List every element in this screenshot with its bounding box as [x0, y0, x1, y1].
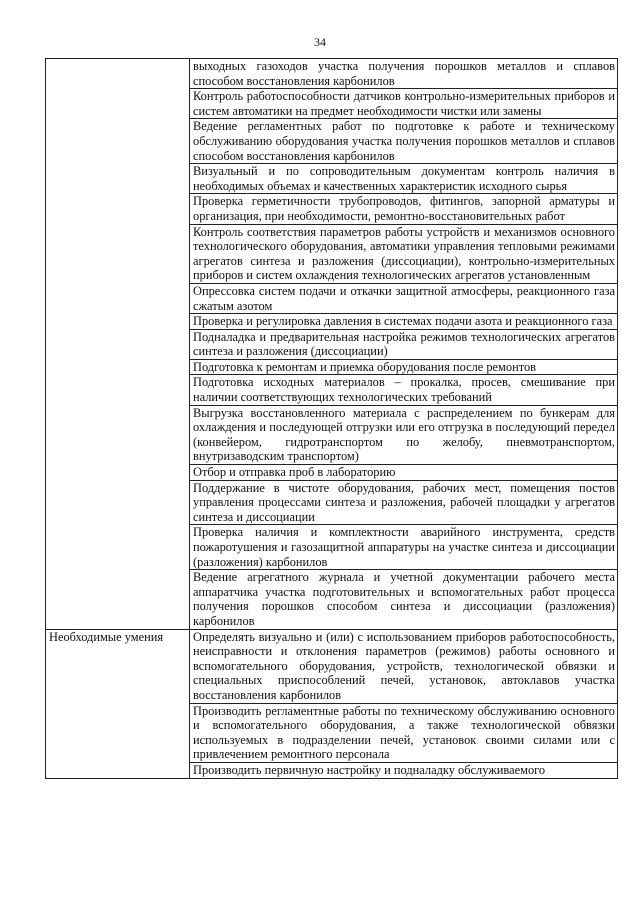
page-number: 34 [314, 35, 326, 49]
table-cell: Ведение регламентных работ по подготовке к работе и техническому обслуживанию оборудования участка получения порошков металлов и сплавов способом восстановления карбонилов [190, 119, 618, 164]
table-cell: Определять визуально и (или) с использованием приборов работоспособность, неисправности и отклонения параметров (режимов) работы основного и вспомогательного оборудования, устройств, технологической обвязки и специальных приспособлений печей, установок, автоклавов участка восстановления карбонилов [190, 629, 618, 703]
table-cell: Подготовка к ремонтам и приемка оборудования после ремонтов [190, 359, 618, 375]
table-cell: Выгрузка восстановленного материала с распределением по бункерам для охлаждения и последующей отгрузки или его отгрузка в последующий передел (конвейером, гидротранспортом по желобу, пневмотранспортом, внутризаводским транспортом) [190, 405, 618, 464]
table-row [46, 629, 618, 703]
table-cell: Проверка герметичности трубопроводов, фитингов, запорной арматуры и организация, при необходимости, ремонтно-восстановительных работ [190, 194, 618, 224]
table-cell: Поддержание в чистоте оборудования, рабочих мест, помещения постов управления процессами синтеза и разложения, рабочей площадки у агрегатов синтеза и диссоциации [190, 480, 618, 525]
table-cell: Производить первичную настройку и подналадку обслуживаемого [190, 762, 618, 778]
requirements-table [45, 58, 618, 779]
table-body [46, 59, 618, 779]
table-cell: Отбор и отправка проб в лабораторию [190, 465, 618, 481]
table-cell: Контроль работоспособности датчиков контрольно-измерительных приборов и систем автоматики на предмет необходимости чистки или замены [190, 89, 618, 119]
section-label [46, 59, 190, 630]
table-cell: Контроль соответствия параметров работы устройств и механизмов основного технологического оборудования, автоматики управления тепловыми режимами агрегатов синтеза и разложения (диссоциации), контрольно-измерительных приборов и систем охлаждения технологических агрегатов установленным [190, 224, 618, 283]
table-cell: Опрессовка систем подачи и откачки защитной атмосферы, реакционного газа сжатым азотом [190, 283, 618, 313]
table-cell: Проверка и регулировка давления в системах подачи азота и реакционного газа [190, 314, 618, 330]
table-cell: Подготовка исходных материалов – прокалка, просев, смешивание при наличии соответствующих технологических требований [190, 375, 618, 405]
table-cell: выходных газоходов участка получения порошков металлов и сплавов способом восстановления карбонилов [190, 59, 618, 89]
table-cell: Проверка наличия и комплектности аварийного инструмента, средств пожаротушения и газозащитной аппаратуры на участке синтеза и диссоциации (разложения) карбонилов [190, 525, 618, 570]
table-cell: Ведение агрегатного журнала и учетной документации рабочего места аппаратчика участка подготовительных и вспомогательных работ процесса получения порошков способом синтеза и диссоциации (разложения) карбонилов [190, 570, 618, 629]
table-row [46, 59, 618, 89]
section-label-skills: Необходимые умения [46, 629, 190, 778]
table-cell: Производить регламентные работы по техническому обслуживанию основного и вспомогательного оборудования, а также технологической обвязки используемых в подразделении печей, установок своими силами или с привлечением ремонтного персонала [190, 703, 618, 762]
table-cell: Визуальный и по сопроводительным документам контроль наличия в необходимых объемах и качественных характеристик исходного сырья [190, 164, 618, 194]
table-cell: Подналадка и предварительная настройка режимов технологических агрегатов синтеза и разложения (диссоциации) [190, 329, 618, 359]
